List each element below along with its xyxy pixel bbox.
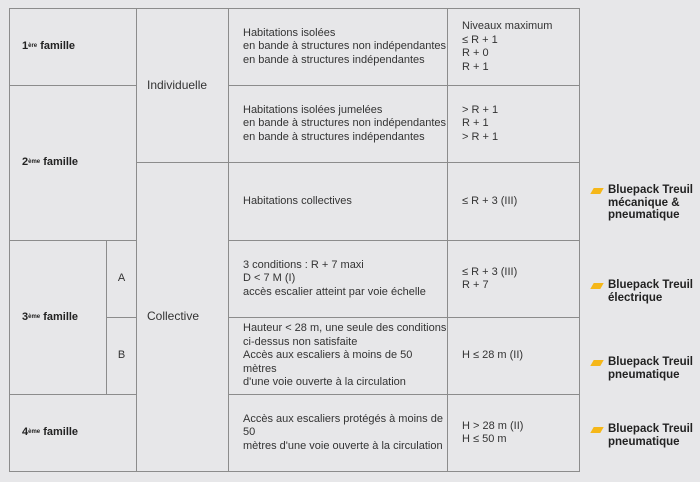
description-cell: Accès aux escaliers protégés à moins de 50 mètres d'une voie ouverte à la circulation [228,394,448,472]
family-4: 4 ème famille [9,394,137,472]
family-2: 2 ème famille [9,85,137,241]
description-cell: 3 conditions : R + 7 maxi D < 7 M (I) accès escalier atteint par voie échelle [228,240,448,318]
family-3: 3 ème famille [9,240,107,395]
level-cell: H > 28 m (II) H ≤ 50 m [447,394,580,472]
type-collective: Collective [136,162,229,472]
product-bullet-icon [590,188,603,194]
description-cell: Habitations isolées jumelées en bande à structures non indépendantes en bande à structures indépendantes [228,85,448,163]
product-bullet-icon [590,427,603,433]
description-cell: Habitations collectives [228,162,448,241]
product-bullet-icon [590,360,603,366]
type-individuelle: Individuelle [136,8,229,163]
product-label: Bluepack Treuil pneumatique [588,423,693,448]
product-label: Bluepack Treuil pneumatique [588,356,693,381]
product-label: Bluepack Treuil mécanique & pneumatique [588,184,693,222]
subgroup-a: A [106,240,137,318]
level-cell: H ≤ 28 m (II) [447,317,580,395]
description-cell: Habitations isolées en bande à structures non indépendantes en bande à structures indépendantes [228,8,448,86]
level-cell: ≤ R + 3 (III) R + 7 [447,240,580,318]
level-cell: Niveaux maximum ≤ R + 1 R + 0 R + 1 [447,8,580,86]
description-cell: Hauteur < 28 m, une seule des conditions ci-dessus non satisfaite Accès aux escaliers à moins de 50 mètres d'une voie ouverte à la circulation [228,317,448,395]
level-cell: > R + 1 R + 1 > R + 1 [447,85,580,163]
family-1: 1 ère famille [9,8,137,86]
product-label: Bluepack Treuil électrique [588,279,693,304]
subgroup-b: B [106,317,137,395]
product-bullet-icon [590,283,603,289]
level-cell: ≤ R + 3 (III) [447,162,580,241]
